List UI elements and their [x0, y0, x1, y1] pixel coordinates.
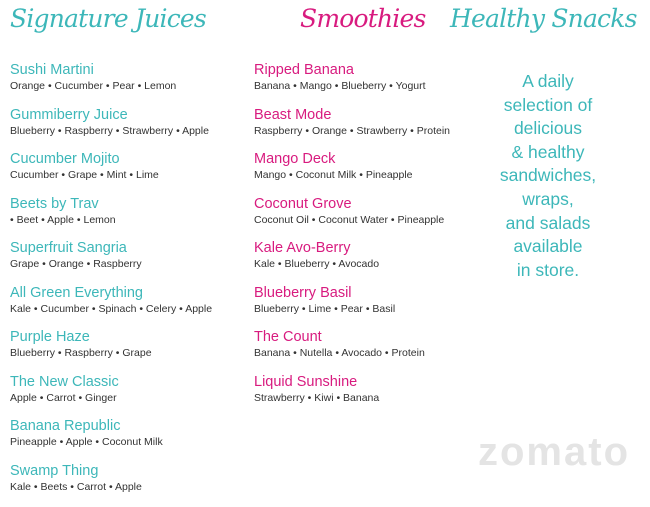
item-name: Coconut Grove	[254, 196, 450, 213]
item-name: Banana Republic	[10, 418, 212, 435]
snacks-line: A daily	[478, 70, 618, 94]
item-name: The Count	[254, 329, 450, 346]
item-ingredients: Coconut Oil • Coconut Water • Pineapple	[254, 213, 450, 228]
menu-item	[254, 62, 450, 107]
menu-item	[254, 107, 450, 152]
snacks-line: selection of	[478, 94, 618, 118]
snacks-line: sandwiches,	[478, 164, 618, 188]
watermark: zomato	[478, 430, 630, 475]
item-ingredients: Kale • Cucumber • Spinach • Celery • Apple	[10, 302, 212, 317]
menu-item	[10, 418, 212, 463]
item-name: Gummiberry Juice	[10, 107, 212, 124]
item-ingredients: Pineapple • Apple • Coconut Milk	[10, 435, 212, 450]
item-name: The New Classic	[10, 374, 212, 391]
snacks-line: wraps,	[478, 188, 618, 212]
item-ingredients: Grape • Orange • Raspberry	[10, 257, 212, 272]
header-smoothies: Smoothies	[300, 4, 426, 33]
item-ingredients: Banana • Nutella • Avocado • Protein	[254, 346, 450, 361]
menu-item	[10, 329, 212, 374]
item-name: Cucumber Mojito	[10, 151, 212, 168]
item-name: Beets by Trav	[10, 196, 212, 213]
item-name: Swamp Thing	[10, 463, 212, 480]
item-ingredients: Cucumber • Grape • Mint • Lime	[10, 168, 212, 183]
menu-item	[10, 285, 212, 330]
item-name: All Green Everything	[10, 285, 212, 302]
menu-item	[254, 374, 450, 419]
item-ingredients: Raspberry • Orange • Strawberry • Protein	[254, 124, 450, 139]
item-name: Ripped Banana	[254, 62, 450, 79]
menu-item	[10, 151, 212, 196]
snacks-line: and salads	[478, 212, 618, 236]
item-ingredients: Apple • Carrot • Ginger	[10, 391, 212, 406]
item-name: Superfruit Sangria	[10, 240, 212, 257]
item-name: Blueberry Basil	[254, 285, 450, 302]
item-name: Purple Haze	[10, 329, 212, 346]
menu-item	[10, 374, 212, 419]
snacks-line: delicious	[478, 117, 618, 141]
menu-item	[10, 240, 212, 285]
item-ingredients: Strawberry • Kiwi • Banana	[254, 391, 450, 406]
item-name: Liquid Sunshine	[254, 374, 450, 391]
item-name: Kale Avo-Berry	[254, 240, 450, 257]
menu-item	[254, 329, 450, 374]
menu-item	[254, 285, 450, 330]
header-signature-juices: Signature Juices	[10, 4, 206, 33]
item-name: Beast Mode	[254, 107, 450, 124]
item-ingredients: Kale • Beets • Carrot • Apple	[10, 480, 212, 495]
item-name: Sushi Martini	[10, 62, 212, 79]
item-ingredients: Blueberry • Raspberry • Grape	[10, 346, 212, 361]
snacks-line: in store.	[478, 259, 618, 283]
menu-item	[254, 196, 450, 241]
menu-item	[10, 107, 212, 152]
smoothies-list	[254, 62, 450, 418]
item-name: Mango Deck	[254, 151, 450, 168]
menu-item	[10, 463, 212, 507]
item-ingredients: Mango • Coconut Milk • Pineapple	[254, 168, 450, 183]
item-ingredients: Banana • Mango • Blueberry • Yogurt	[254, 79, 450, 94]
item-ingredients: Kale • Blueberry • Avocado	[254, 257, 450, 272]
snacks-line: & healthy	[478, 141, 618, 165]
item-ingredients: Blueberry • Lime • Pear • Basil	[254, 302, 450, 317]
header-healthy-snacks: Healthy Snacks	[450, 4, 637, 33]
menu-item	[10, 62, 212, 107]
item-ingredients: Orange • Cucumber • Pear • Lemon	[10, 79, 212, 94]
menu-item	[254, 240, 450, 285]
menu-item	[10, 196, 212, 241]
menu-item	[254, 151, 450, 196]
item-ingredients: Blueberry • Raspberry • Strawberry • Apple	[10, 124, 212, 139]
snacks-line: available	[478, 235, 618, 259]
juices-list	[10, 62, 212, 507]
item-ingredients: • Beet • Apple • Lemon	[10, 213, 212, 228]
healthy-snacks-text	[478, 70, 618, 282]
